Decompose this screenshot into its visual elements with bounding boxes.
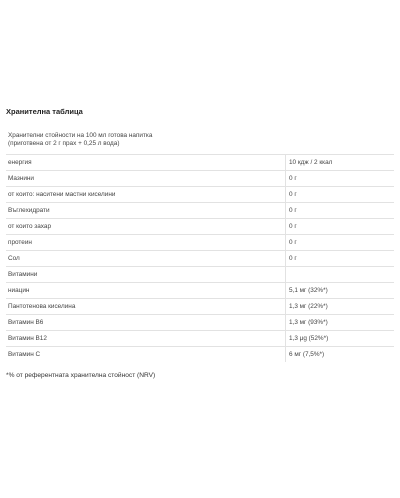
table-row <box>6 251 394 267</box>
nutrient-value: 0 г <box>286 171 395 187</box>
nutrient-name: Витамин В6 <box>6 315 286 331</box>
nutrient-name: Въглехидрати <box>6 203 286 219</box>
nutrient-value: 1,3 мг (93%*) <box>286 315 395 331</box>
nutrient-name: от които захар <box>6 219 286 235</box>
nutrient-name: Витамин С <box>6 347 286 363</box>
table-row <box>6 187 394 203</box>
nutrient-name: Сол <box>6 251 286 267</box>
nutrient-value: 0 г <box>286 251 395 267</box>
nutrient-value: 0 г <box>286 235 395 251</box>
nutrient-name: от които: наситени мастни киселини <box>6 187 286 203</box>
nutrient-value: 5,1 мг (32%*) <box>286 283 395 299</box>
nutrition-table <box>6 132 394 362</box>
table-header-cell <box>6 132 394 155</box>
nutrient-name: Пантотенова киселина <box>6 299 286 315</box>
table-row <box>6 171 394 187</box>
table-row <box>6 283 394 299</box>
table-row <box>6 155 394 171</box>
header-line-2: (приготвена от 2 г прах + 0,25 л вода) <box>8 140 120 147</box>
nutrient-value: 10 кдж / 2 ккал <box>286 155 395 171</box>
table-row <box>6 267 394 283</box>
nrv-footnote: *% от референтната хранителна стойност (NRV) <box>6 372 156 379</box>
nutrient-value <box>286 267 395 283</box>
nutrient-name: Витамини <box>6 267 286 283</box>
header-line-1: Хранителни стойности на 100 мл готова напитка <box>8 132 153 139</box>
table-row <box>6 235 394 251</box>
nutrient-name: ниацин <box>6 283 286 299</box>
table-row <box>6 203 394 219</box>
nutrient-name: протеин <box>6 235 286 251</box>
nutrition-section <box>6 107 394 380</box>
nutrient-name: енергия <box>6 155 286 171</box>
table-row <box>6 219 394 235</box>
nutrient-value: 1,3 мг (22%*) <box>286 299 395 315</box>
nutrient-name: Витамин В12 <box>6 331 286 347</box>
nutrient-name: Мазнини <box>6 171 286 187</box>
section-title: Хранителна таблица <box>6 107 83 116</box>
table-row <box>6 331 394 347</box>
table-row <box>6 347 394 363</box>
table-row <box>6 299 394 315</box>
nutrient-value: 1,3 μg (52%*) <box>286 331 395 347</box>
nutrient-value: 0 г <box>286 187 395 203</box>
table-row <box>6 315 394 331</box>
nutrient-value: 0 г <box>286 203 395 219</box>
table-header-row <box>6 132 394 155</box>
nutrient-value: 0 г <box>286 219 395 235</box>
nutrient-value: 6 мг (7,5%*) <box>286 347 395 363</box>
